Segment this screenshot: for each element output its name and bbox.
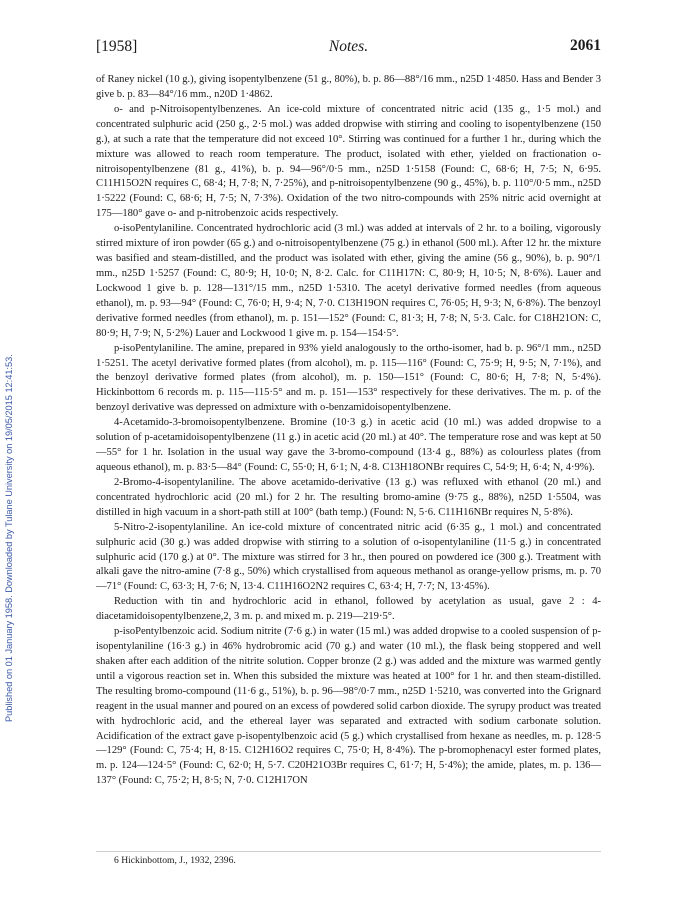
paragraph: 2-Bromo-4-isopentylaniline. The above acetamido-derivative (13 g.) was refluxed with ethanol (20 ml.) and concentrated hydrochloric acid (20 ml.) for 2 hr. The resulting bromo-amine (9·75 g., 88%), n25D 1·5504, was distilled in high vacuum in a short-path still at 100° (bath temp.) (Found: N, 5·6. C11H16NBr requires N, 5·8%). [96, 476, 601, 518]
footnote-divider [96, 851, 601, 852]
header-year: [1958] [96, 38, 138, 55]
paragraph: of Raney nickel (10 g.), giving isopentylbenzene (51 g., 80%), b. p. 86—88°/16 mm., n25D 1·4850. Hass and Bender 3 give b. p. 83—84°/16 mm., n20D 1·4862. [96, 74, 601, 100]
running-header [96, 36, 601, 60]
paragraph: p-isoPentylaniline. The amine, prepared in 93% yield analogously to the ortho-isomer, had b. p. 96°/1 mm., n25D 1·5251. The acetyl derivative formed plates (from alcohol), m. p. 115—116° (Found: C, 75·9; H, 9·5; N, 7·1%), and the benzoyl derivative formed plates (from alcohol), m. p. 150—151° (Found: C, 80·6; H, 7·8; N, 5·4%). Hickinbottom 6 records m. p. 115—115·5° and m. p. 151—153° respectively for these derivatives. The m. p. of the benzoyl derivative was depressed on admixture with o-benzamidoisopentylbenzene. [96, 342, 601, 414]
page-number: 2061 [570, 37, 601, 54]
paragraph: o-isoPentylaniline. Concentrated hydrochloric acid (3 ml.) was added at intervals of 2 hr. to a boiling, vigorously stirred mixture of iron powder (65 g.) and o-nitroisopentylbenzene (75 g.) in ethanol (500 ml.). After 12 hr. the mixture was basified and steam-distilled, and the product was isolated with ether, giving the amine (56 g., 90%), b. p. 90°/1 mm., n25D 1·5257 (Found: C, 80·9; H, 10·0; N, 8·2. Calc. for C11H17N: C, 80·9; H, 10·5; N, 8·6%). Lauer and Lockwood 1 give b. p. 128—131°/15 mm., n25D 1·5310. The acetyl derivative formed needles (from aqueous ethanol), m. p. 93—94° (Found: C, 76·0; H, 9·4; N, 7·0. C13H19ON requires C, 76·05; H, 9·3; N, 6·8%). The benzoyl derivative formed needles (from ethanol), m. p. 151—152° (Found: C, 81·3; H, 7·8; N, 5·3. Calc. for C18H21ON: C, 80·9; H, 7·9; N, 5·2%) Lauer and Lockwood 1 give m. p. 154—154·5°. [96, 223, 601, 339]
paragraph: Reduction with tin and hydrochloric acid in ethanol, followed by acetylation as usual, gave 2 : 4-diacetamidoisopentylbenzene,2, 3 m. p. and mixed m. p. 219—219·5°. [96, 596, 601, 623]
paragraph: o- and p-Nitroisopentylbenzenes. An ice-cold mixture of concentrated nitric acid (135 g., 1·5 mol.) and concentrated sulphuric acid (250 g., 2·5 mol.) was added dropwise with stirring and cooling to isopentylbenzene (150 g.), at such a rate that the temperature did not exceed 10°. Stirring was continued for a further 1 hr., during which the mixture was allowed to reach room temperature. The product, isolated with ether, yielded on fractionation o-nitroisopentylbenzene (81 g., 41%), b. p. 94—96°/0·5 mm., n25D 1·5158 (Found: C, 68·6; H, 7·5; N, 6·95. C11H15O2N requires C, 68·4; H, 7·8; N, 7·25%), and p-nitroisopentylbenzene (90 g., 45%), b. p. 110°/0·5 mm., n25D 1·5222 (Found: C, 68·6; H, 7·5; N, 7·3%). Oxidation of the two nitro-compounds with 25% nitric acid overnight at 175—180° gave o- and p-nitrobenzoic acids respectively. [96, 103, 601, 220]
download-watermark [3, 182, 16, 722]
article-body [96, 73, 601, 849]
paragraph: 5-Nitro-2-isopentylaniline. An ice-cold mixture of concentrated nitric acid (6·35 g., 1 mol.) and concentrated sulphuric acid (30 g.) was added dropwise with stirring to a solution of o-isopentylaniline (11·5 g.) in concentrated sulphuric acid (170 g.) at 0°. The mixture was stirred for 3 hr., then poured on powdered ice (300 g.). Treatment with alkali gave the nitro-amine (7·8 g., 50%) which crystallised from aqueous methanol as orange-yellow prisms, m. p. 70—71° (Found: C, 63·3; H, 7·6; N, 13·4. C11H16O2N2 requires C, 63·4; H, 7·7; N, 13·45%). [96, 521, 601, 593]
footnote: 6 Hickinbottom, J., 1932, 2396. [114, 855, 236, 866]
paragraph: 4-Acetamido-3-bromoisopentylbenzene. Bromine (10·3 g.) in acetic acid (10 ml.) was added dropwise to a solution of p-acetamidoisopentylbenzene (11 g.) in acetic acid (20 ml.) at 40°. The temperature rose and was kept at 50—55° for 1 hr. Isolation in the usual way gave the 3-bromo-compound (13·4 g., 88%) as colourless plates (from aqueous ethanol), m. p. 83·5—84° (Found: C, 55·0; H, 6·1; N, 4·8. C13H18ONBr requires C, 54·9; H, 6·4; N, 4·9%). [96, 417, 601, 473]
paragraph: p-isoPentylbenzoic acid. Sodium nitrite (7·6 g.) in water (15 ml.) was added dropwise to a cooled suspension of p-isopentylaniline (16·3 g.) in 46% hydrobromic acid (70 g.) and water (10 ml.), the flask being stoppered and well shaken after each addition of the nitrite solution. Copper bronze (2 g.) was added and the mixture was warmed gently until a vigorous reaction set in. When this subsided the mixture was heated at 100° for 1 hr. and then steam-distilled. The resulting bromo-compound (11·6 g., 51%), b. p. 96—98°/0·7 mm., n25D 1·5210, was converted into the Grignard reagent in the usual manner and poured on an excess of powdered solid carbon dioxide. The syrupy product was treated with hydrochloric acid, and the ethereal layer was separated and extracted with sodium carbonate solution. Acidification of the extract gave p-isopentylbenzoic acid (5 g.) which crystallised from hexane as needles, m. p. 128·5—129° (Found: C, 75·4; H, 8·15. C12H16O2 requires C, 75·0; H, 8·4%). The p-bromophenacyl ester formed plates, m. p. 124—124·5° (Found: C, 62·0; H, 5·7. C20H21O3Br requires C, 61·7; H, 5·4%); the amide, plates, m. p. 136—137° (Found: C, 75·2; H, 8·5; N, 7·0. C12H17ON [96, 626, 601, 787]
header-title: Notes. [328, 38, 369, 55]
download-watermark-text: Published on 01 January 1958. Downloaded by Tulane University on 19/05/2015 12:41:53. [4, 354, 14, 722]
